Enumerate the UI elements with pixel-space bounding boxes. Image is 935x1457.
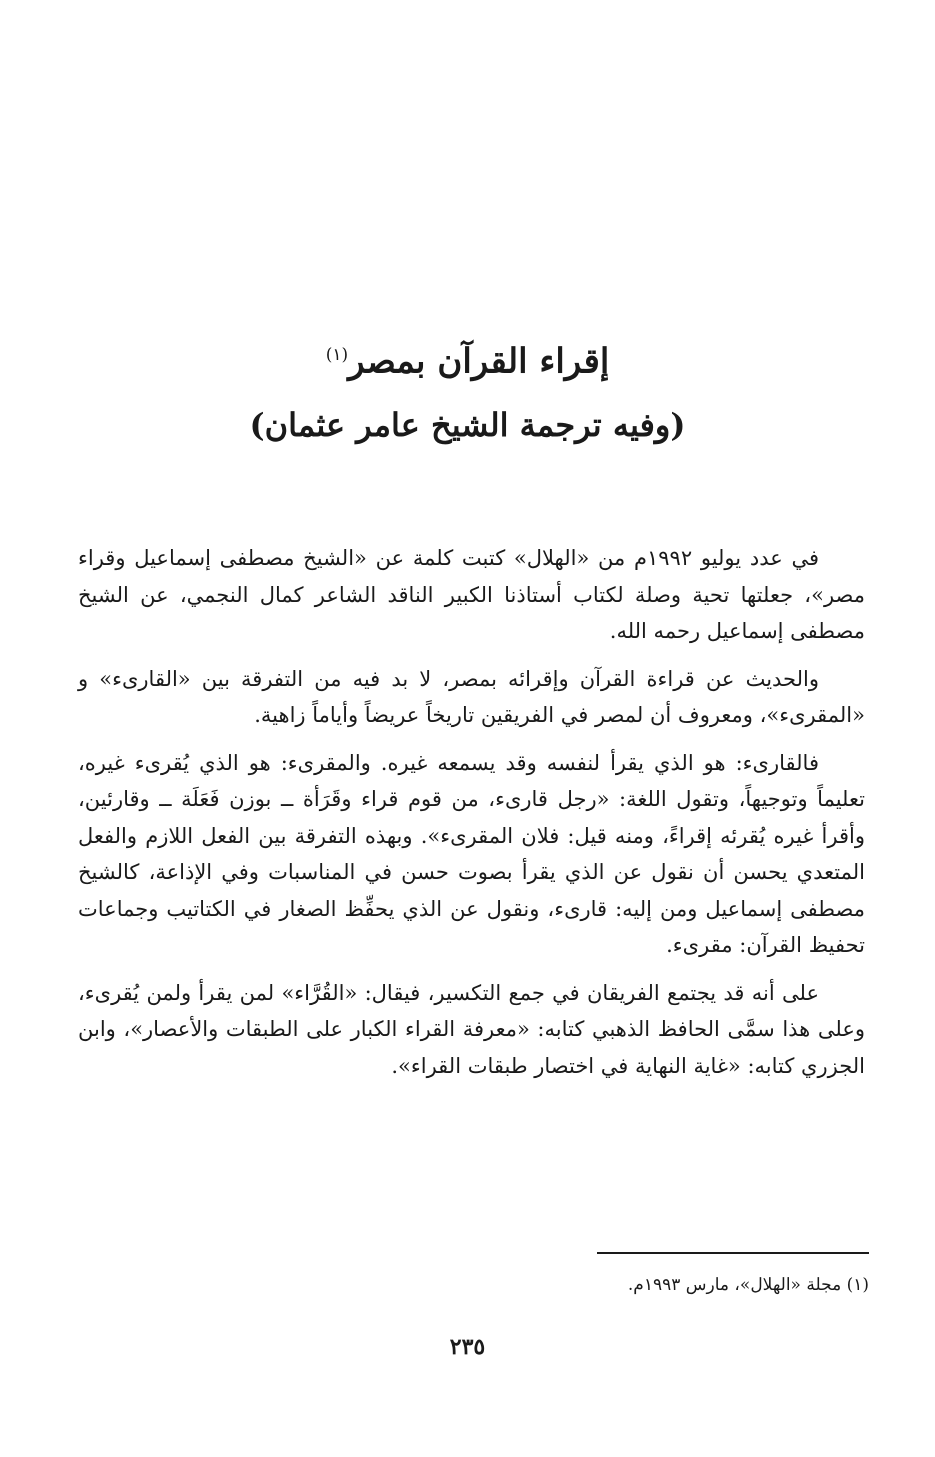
paragraph: في عدد يوليو ١٩٩٢م من «الهلال» كتبت كلمة عن «الشيخ مصطفى إسماعيل وقراء مصر»، جعلتها تحية وصلة لكتاب أستاذنا الكبير الناقد الشاعر كمال النجمي، عن الشيخ مصطفى إسماعيل رحمه الله. [78, 546, 865, 643]
footnote-marker: (١) [325, 345, 349, 365]
paragraph: على أنه قد يجتمع الفريقان في جمع التكسير، فيقال: «القُرَّاء» لمن يقرأ ولمن يُقرىء، وعلى هذا سمَّى الحافظ الذهبي كتابه: «معرفة القراء الكبار على الطبقات والأعصار»، وابن الجزري كتابه: «غاية النهاية في اختصار طبقات القراء». [78, 980, 865, 1078]
footnote-divider [597, 1252, 869, 1254]
footnote: (١) مجلة «الهلال»، مارس ١٩٩٣م. [627, 1275, 869, 1295]
chapter-subtitle: (وفيه ترجمة الشيخ عامر عثمان) [249, 406, 686, 444]
paragraph: والحديث عن قراءة القرآن وإقرائه بمصر، لا بد فيه من التفرقة بين «القارىء» و «المقرىء»، ومعروف أن لمصر في الفريقين تاريخاً عريضاً وأياماً زاهية. [78, 666, 865, 727]
paragraph: فالقارىء: هو الذي يقرأ لنفسه وقد يسمعه غيره. والمقرىء: هو الذي يُقرىء غيره، تعليماً وتوجيهاً، وتقول اللغة: «رجل قارىء، من قوم قراء وقَرَأة ــ بوزن فَعَلَة ــ وقارئين، وأقرأ غيره يُقرئه إقراءً، ومنه قيل: فلان المقرىء». وبهذه التفرقة بين الفعل اللازم والفعل المتعدي يحسن أن نقول عن الذي يقرأ بصوت حسن في المناسبات وفي الإذاعة، كالشيخ مصطفى إسماعيل ومن إليه: قارىء، ونقول عن الذي يحفِّظ الصغار في الكتاتيب وجماعات تحفيظ القرآن: مقرىء. [78, 750, 865, 957]
page-number: ٢٣٥ [449, 1334, 486, 1360]
chapter-title-text: إقراء القرآن بمصر [348, 341, 610, 382]
chapter-title [0, 330, 935, 386]
body-text [78, 540, 865, 1095]
